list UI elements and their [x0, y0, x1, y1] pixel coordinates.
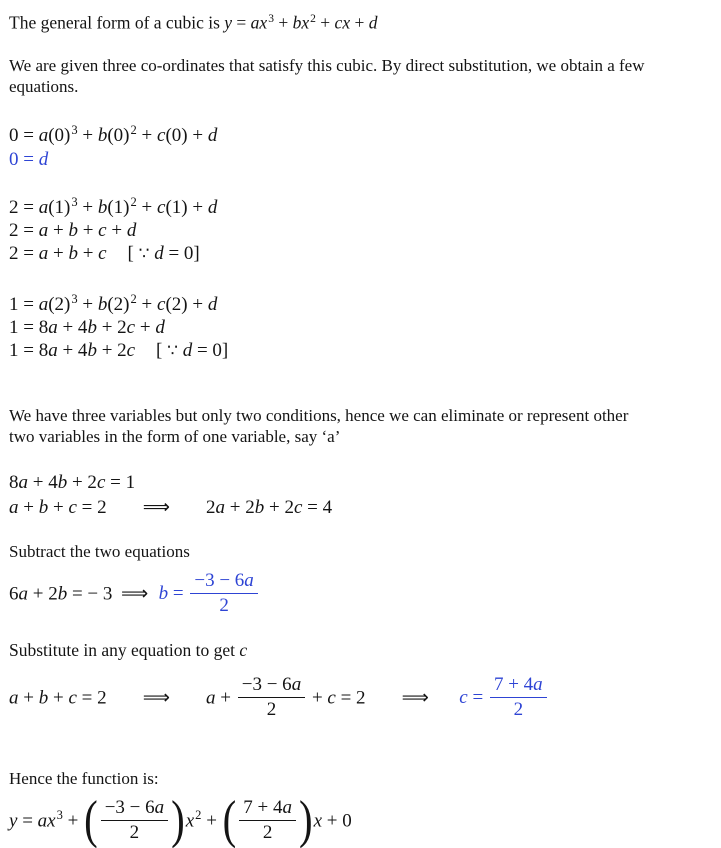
equation-substitute-x0 — [9, 118, 712, 148]
math-variable: x — [185, 810, 195, 832]
math-variable: d — [126, 220, 137, 242]
math-text: = 2 — [335, 687, 366, 709]
highlighted-result — [158, 570, 260, 617]
math-superscript: 3 — [71, 123, 78, 138]
math-variable: b — [87, 340, 97, 362]
math-text: (1) + — [165, 197, 208, 219]
math-variable: ax — [250, 12, 268, 33]
math-variable: c — [96, 472, 106, 494]
math-text: = 2 — [76, 687, 107, 709]
equation-substitute-x1 — [9, 191, 712, 219]
math-variable: a — [215, 497, 226, 519]
math-variable: b — [68, 243, 78, 265]
math-text: 2 — [219, 595, 229, 617]
math-variable: cx — [334, 12, 351, 33]
equation-simplified-8a4b2c-because-d0 — [9, 339, 712, 363]
math-text: 2 — [262, 822, 273, 844]
big-paren: ) — [171, 789, 185, 848]
math-text: = 0] — [163, 243, 200, 265]
math-text: (1) — [107, 197, 130, 219]
math-variable: c — [98, 220, 107, 242]
math-variable: b — [97, 294, 108, 316]
math-text: 0 = — [9, 149, 39, 171]
math-text: = 4 — [302, 497, 333, 519]
paragraph-substitute — [9, 638, 712, 662]
math-variable: c — [126, 317, 136, 339]
math-text: + — [77, 125, 98, 147]
math-text: + 2 — [96, 317, 127, 339]
math-text: −3 − 6 — [104, 797, 155, 819]
math-variable: b — [97, 197, 108, 219]
math-text: −3 − 6 — [194, 570, 245, 592]
math-variable: a — [154, 797, 165, 819]
math-variable: b — [158, 583, 169, 605]
math-variable: ax — [37, 810, 56, 832]
math-superscript: 3 — [71, 195, 78, 210]
big-paren: ( — [84, 789, 98, 848]
equation-result-d-equals-0 — [9, 148, 712, 172]
equation-simplified-abc-because-d0 — [9, 242, 712, 266]
math-text: Substitute in any equation to get — [9, 640, 240, 661]
math-variable: b — [254, 497, 265, 519]
math-variable: a — [533, 674, 543, 696]
math-variable: c — [157, 197, 166, 219]
paragraph-line: two variables in the form of one variable, say ‘a’ — [9, 427, 341, 447]
math-text: + — [315, 12, 335, 33]
paragraph-line: We are given three co-ordinates that satisfy this cubic. By direct substitution, we obtain a few — [9, 56, 645, 76]
math-variable: d — [155, 317, 165, 339]
math-text: + — [136, 197, 157, 219]
equation-simplified-8a4b2cd — [9, 316, 712, 339]
math-text: + — [77, 197, 98, 219]
math-text: + — [215, 687, 236, 709]
fraction — [101, 797, 168, 843]
math-variable: a — [38, 243, 49, 265]
math-variable: a — [9, 497, 19, 519]
math-variable: a — [48, 317, 58, 339]
math-text: + 2 — [67, 472, 97, 494]
because-symbol: ∵ — [138, 244, 150, 265]
equation-final-function — [9, 789, 712, 848]
math-text: 7 + 4 — [243, 797, 283, 819]
paragraph-three-variables — [9, 405, 712, 447]
equation-block-point-1-2 — [9, 191, 712, 266]
math-variable: a — [18, 472, 28, 494]
math-variable: y — [9, 810, 18, 832]
math-text: (0) — [107, 125, 130, 147]
math-text: = 2 — [76, 497, 107, 519]
math-text: = — [17, 810, 38, 832]
math-text: + — [135, 317, 156, 339]
math-variable: d — [38, 149, 49, 171]
math-variable: b — [87, 317, 97, 339]
math-text: + — [136, 125, 157, 147]
fraction-numerator — [101, 797, 168, 821]
math-superscript: 2 — [310, 13, 316, 25]
fraction-numerator — [490, 674, 547, 698]
math-text: = — [232, 12, 251, 33]
math-text: + — [106, 220, 127, 242]
math-text: (2) — [107, 294, 130, 316]
math-text: + — [307, 687, 328, 709]
math-text: 2 — [206, 497, 216, 519]
math-variable: d — [154, 243, 164, 265]
paragraph-line: We have three variables but only two conditions, hence we can eliminate or represent other — [9, 406, 629, 426]
math-text: + — [48, 687, 69, 709]
math-superscript: 3 — [268, 13, 274, 25]
math-superscript: 2 — [195, 808, 202, 823]
math-text: 7 + 4 — [493, 674, 534, 696]
equation-block-point-2-1 — [9, 288, 712, 363]
math-variable: c — [293, 497, 303, 519]
math-superscript: 3 — [71, 292, 78, 307]
math-text: (0) — [48, 125, 71, 147]
equation-condition-2-scaled — [9, 495, 712, 520]
math-variable: b — [97, 125, 108, 147]
math-variable: a — [38, 197, 49, 219]
math-variable: c — [126, 340, 136, 362]
big-paren: ( — [222, 789, 237, 848]
paragraph-line: equations. — [9, 77, 79, 97]
math-text: 0 = — [9, 125, 39, 147]
equation-substitute-x2 — [9, 288, 712, 316]
implies-arrow-icon: ⟹ — [142, 686, 170, 709]
implies-arrow-icon: ⟹ — [142, 496, 170, 519]
implies-arrow-icon: ⟹ — [401, 686, 429, 709]
math-text: + — [350, 12, 369, 33]
math-text: [ — [155, 340, 168, 362]
math-text: + 2 — [264, 497, 294, 519]
math-text: (2) — [48, 294, 71, 316]
math-text: 6 — [9, 583, 19, 605]
math-variable: x — [313, 810, 323, 832]
math-variable: a — [244, 570, 254, 592]
math-variable: b — [38, 497, 49, 519]
math-text: The general form of a cubic is — [9, 12, 225, 33]
math-text: (0) + — [165, 125, 208, 147]
math-text: 2 — [266, 699, 277, 721]
intro-line — [9, 7, 712, 34]
math-variable: c — [157, 125, 166, 147]
math-variable: a — [38, 220, 49, 242]
fraction-denominator — [190, 594, 257, 616]
fraction — [490, 674, 547, 720]
math-variable: d — [368, 12, 378, 33]
math-text: = — [168, 583, 189, 605]
math-variable: b — [57, 583, 68, 605]
math-superscript: 2 — [130, 292, 137, 307]
math-variable: b — [38, 687, 49, 709]
math-text: 1 = — [9, 294, 39, 316]
fraction-numerator — [239, 797, 296, 821]
math-variable: y — [224, 12, 233, 33]
math-variable: c — [327, 687, 336, 709]
fraction-denominator — [490, 698, 547, 720]
math-variable: c — [157, 294, 166, 316]
math-text: + — [62, 810, 84, 832]
equation-solve-c — [9, 676, 712, 722]
math-text: (1) — [48, 197, 71, 219]
math-text: + 4 — [57, 317, 88, 339]
math-text: + — [48, 497, 69, 519]
math-text: [ — [127, 243, 139, 265]
math-text: + — [136, 294, 157, 316]
equation-condition-1 — [9, 471, 712, 495]
fraction-numerator — [190, 570, 257, 594]
math-variable: a — [48, 340, 58, 362]
math-superscript: 3 — [56, 808, 63, 823]
math-text: + — [77, 220, 99, 242]
math-text: = 1 — [105, 472, 136, 494]
math-text: 1 = 8 — [9, 317, 49, 339]
math-variable: c — [68, 497, 77, 519]
fraction-numerator — [238, 674, 305, 698]
math-variable: d — [207, 125, 218, 147]
math-text: 2 — [513, 699, 524, 721]
math-text: + 2 — [96, 340, 127, 362]
math-variable: c — [459, 687, 468, 709]
paragraph-given-coordinates — [9, 55, 712, 97]
math-variable: a — [9, 687, 19, 709]
math-text: + 4 — [57, 340, 88, 362]
paragraph-subtract: Subtract the two equations — [9, 542, 190, 562]
highlighted-result — [459, 674, 548, 721]
math-text: 8 — [9, 472, 19, 494]
math-variable: bx — [292, 12, 310, 33]
math-variable: a — [38, 125, 49, 147]
math-variable: c — [98, 243, 107, 265]
equation-simplified-abcd — [9, 219, 712, 242]
math-superscript: 2 — [130, 195, 137, 210]
math-variable: d — [207, 294, 218, 316]
math-superscript: 2 — [130, 123, 137, 138]
math-text: = − 3 — [67, 583, 113, 605]
math-text: + — [18, 497, 39, 519]
math-text: + — [48, 243, 69, 265]
big-paren: ) — [298, 789, 313, 848]
equation-solve-b — [9, 572, 712, 618]
math-text: + 4 — [28, 472, 58, 494]
math-variable: d — [182, 340, 193, 362]
math-variable: a — [291, 674, 302, 696]
math-variable: b — [68, 220, 78, 242]
math-text: + 2 — [225, 497, 255, 519]
fraction-denominator — [101, 821, 168, 843]
equation-block-point-0-0 — [9, 118, 712, 172]
math-variable: a — [282, 797, 292, 819]
math-variable: a — [18, 583, 28, 605]
math-text: 2 = — [9, 197, 39, 219]
implies-arrow-icon: ⟹ — [120, 582, 149, 605]
fraction-denominator — [238, 698, 305, 720]
math-variable: d — [207, 197, 218, 219]
math-text: 2 = — [9, 220, 39, 242]
math-text: 2 — [129, 822, 140, 844]
math-text: 1 = 8 — [9, 340, 49, 362]
math-variable: c — [239, 640, 248, 661]
math-text: = 0] — [192, 340, 229, 362]
highlighted-result — [9, 149, 48, 170]
equation-block-system — [9, 471, 712, 520]
paragraph-hence: Hence the function is: — [9, 769, 159, 789]
math-text: + 2 — [28, 583, 58, 605]
math-text: + — [273, 12, 293, 33]
math-text: −3 − 6 — [241, 674, 292, 696]
math-text: = — [467, 687, 488, 709]
math-variable: a — [206, 687, 216, 709]
math-text: 2 = — [9, 243, 39, 265]
math-variable: a — [38, 294, 49, 316]
fraction — [238, 674, 305, 720]
math-text: + — [48, 220, 69, 242]
math-variable: c — [68, 687, 77, 709]
math-text: (2) + — [165, 294, 208, 316]
fraction — [190, 570, 257, 616]
math-text: + — [77, 243, 99, 265]
fraction — [239, 797, 296, 843]
fraction-denominator — [239, 821, 296, 843]
math-text: + 0 — [322, 810, 352, 832]
math-text: + — [77, 294, 98, 316]
math-variable: b — [57, 472, 68, 494]
math-text: + — [18, 687, 39, 709]
math-text: + — [201, 810, 222, 832]
because-symbol: ∵ — [167, 341, 178, 362]
